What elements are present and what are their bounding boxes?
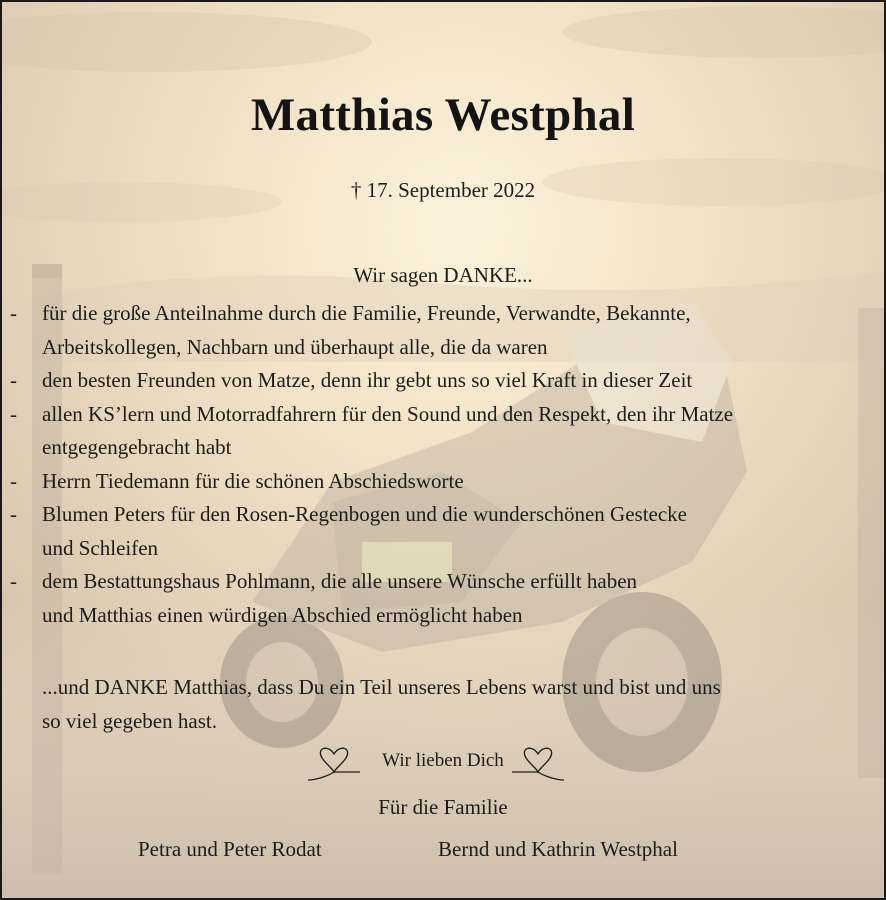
list-dash: - — [10, 569, 17, 593]
thanks-list — [10, 297, 850, 632]
list-item — [10, 465, 850, 499]
list-line: dem Bestattungshaus Pohlmann, die alle unsere Wünsche erfüllt haben — [42, 569, 638, 593]
closing-message — [42, 671, 842, 738]
closing-line: so viel gegeben hast. — [42, 708, 217, 733]
list-dash: - — [10, 401, 17, 426]
list-dash: - — [10, 301, 17, 325]
signature-right: Bernd und Kathrin Westphal — [438, 837, 678, 861]
signature-left: Petra und Peter Rodat — [138, 837, 322, 861]
list-line: und Matthias einen würdigen Abschied ermöglicht haben — [42, 602, 523, 627]
list-item — [10, 364, 850, 398]
list-dash: - — [10, 368, 17, 392]
list-item — [10, 498, 850, 565]
list-line: entgegengebracht habt — [42, 435, 232, 459]
thanks-intro: Wir sagen DANKE... — [353, 263, 533, 287]
family-label: Für die Familie — [378, 795, 508, 819]
list-dash: - — [10, 468, 17, 493]
list-line: für die große Anteilnahme durch die Familie, Freunde, Verwandte, Bekannte, — [42, 301, 691, 325]
list-line: den besten Freunden von Matze, denn ihr gebt uns so viel Kraft in dieser Zeit — [42, 368, 693, 392]
love-line — [2, 742, 884, 784]
list-item — [10, 398, 850, 465]
list-line: Blumen Peters für den Rosen-Regenbogen und die wunderschönen Gestecke — [42, 502, 687, 526]
list-line: Herrn Tiedemann für die schönen Abschiedsworte — [42, 468, 464, 493]
list-line: Arbeitskollegen, Nachbarn und überhaupt alle, die da waren — [42, 334, 548, 359]
deceased-name: Matthias Westphal — [250, 89, 636, 141]
list-line: allen KS’lern und Motorradfahrern für den Sound und den Respekt, den ihr Matze — [42, 401, 734, 426]
list-line: und Schleifen — [42, 535, 159, 560]
closing-line: ...und DANKE Matthias, dass Du ein Teil unseres Lebens warst und bist und uns — [42, 675, 721, 699]
love-text: Wir lieben Dich — [382, 750, 504, 771]
list-dash: - — [10, 502, 17, 526]
death-date: † 17. September 2022 — [350, 178, 536, 202]
list-item — [10, 565, 850, 632]
list-item — [10, 297, 850, 364]
